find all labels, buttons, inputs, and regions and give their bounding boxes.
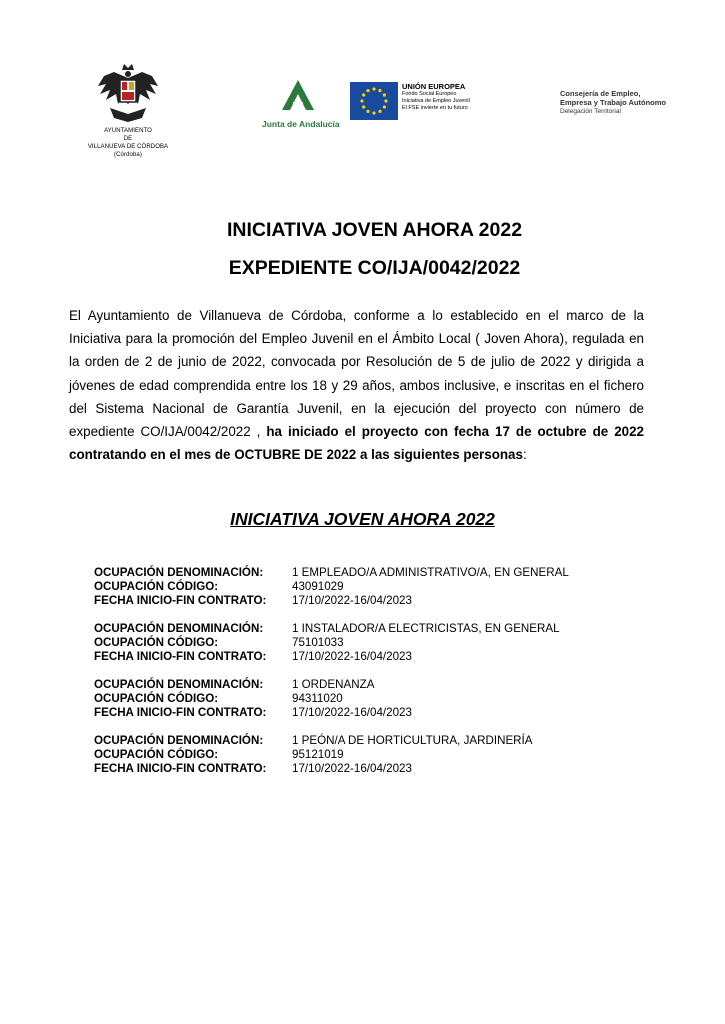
paragraph-text: El Ayuntamiento de Villanueva de Córdoba, conforme a lo establecido en el marco de la Iniciativa para la promoción del Empleo Juvenil en el Ámbito Local ( Joven Ahora), regulada en la orden de 2 de junio de 2022, convocada por Resolución de 5 de julio de 2022 y dirigida a jóvenes de edad comprendida entre los 18 y 29 años, ambos inclusive, e inscritas en el fichero del Sistema Nacional de Garantía Juvenil, en la ejecución del proyecto con número de expediente CO/IJA/0042/2022 , — [69, 308, 644, 440]
job-fecha: 17/10/2022-16/04/2023 — [292, 706, 412, 719]
ayuntamiento-line2: DE — [123, 136, 133, 142]
label-denominacion: OCUPACIÓN DENOMINACIÓN: — [94, 622, 264, 635]
paragraph-bold-text: ha iniciado el proyecto con fecha 17 de octubre de 2022 contratando en el mes de OCTUBRE DE 2022 a las siguientes personas — [69, 424, 644, 463]
job-codigo: 75101033 — [292, 636, 344, 649]
job-entry — [94, 734, 654, 776]
job-denominacion: 1 EMPLEADO/A ADMINISTRATIVO/A, EN GENERAL — [292, 566, 569, 579]
ue-line1: Fondo Social Europeo — [402, 91, 457, 97]
label-denominacion: OCUPACIÓN DENOMINACIÓN: — [94, 566, 264, 579]
label-codigo: OCUPACIÓN CÓDIGO: — [94, 636, 219, 649]
label-codigo: OCUPACIÓN CÓDIGO: — [94, 692, 219, 705]
job-entry — [94, 678, 654, 720]
label-fecha: FECHA INICIO-FIN CONTRATO: — [94, 594, 267, 607]
consejeria-line3: Delegación Territorial — [560, 108, 621, 115]
label-denominacion: OCUPACIÓN DENOMINACIÓN: — [94, 678, 264, 691]
job-codigo: 94311020 — [292, 692, 343, 705]
job-entry — [94, 622, 654, 664]
label-fecha: FECHA INICIO-FIN CONTRATO: — [94, 650, 267, 663]
jobs-list — [94, 566, 654, 790]
ayuntamiento-line4: (Córdoba) — [114, 152, 142, 158]
job-fecha: 17/10/2022-16/04/2023 — [292, 762, 412, 775]
job-fecha: 17/10/2022-16/04/2023 — [292, 594, 412, 607]
ayuntamiento-logo — [78, 64, 178, 158]
job-denominacion: 1 PEÓN/A DE HORTICULTURA, JARDINERÍA — [292, 734, 533, 747]
job-fecha: 17/10/2022-16/04/2023 — [292, 650, 412, 663]
ue-line3: El FSE invierte en tu futuro — [402, 105, 468, 111]
label-fecha: FECHA INICIO-FIN CONTRATO: — [94, 762, 267, 775]
junta-logo-icon — [278, 78, 318, 112]
ayuntamiento-line1: AYUNTAMIENTO — [104, 128, 152, 134]
consejeria-line1: Consejería de Empleo, — [560, 89, 641, 98]
job-denominacion: 1 ORDENANZA — [292, 678, 375, 691]
ue-title: UNIÓN EUROPEA — [402, 82, 466, 91]
job-denominacion: 1 INSTALADOR/A ELECTRICISTAS, EN GENERAL — [292, 622, 560, 635]
consejeria-line2: Empresa y Trabajo Autónomo — [560, 98, 666, 107]
label-fecha: FECHA INICIO-FIN CONTRATO: — [94, 706, 267, 719]
job-codigo: 43091029 — [292, 580, 344, 593]
section-subtitle: INICIATIVA JOVEN AHORA 2022 — [230, 509, 495, 529]
document-title: INICIATIVA JOVEN AHORA 2022 — [226, 219, 523, 241]
junta-label: Junta de Andalucía — [262, 119, 340, 129]
paragraph-end: : — [522, 447, 527, 463]
job-entry — [94, 566, 654, 608]
expediente-title: EXPEDIENTE CO/IJA/0042/2022 — [228, 257, 521, 279]
label-codigo: OCUPACIÓN CÓDIGO: — [94, 580, 219, 593]
eu-flag-icon — [350, 82, 398, 120]
ue-line2: Iniciativa de Empleo Juvenil — [402, 98, 470, 104]
coat-of-arms-icon — [96, 64, 160, 126]
junta-logo — [262, 78, 340, 129]
job-codigo: 95121019 — [292, 748, 344, 761]
consejeria-logo — [560, 89, 666, 116]
label-denominacion: OCUPACIÓN DENOMINACIÓN: — [94, 734, 264, 747]
body-paragraph — [69, 304, 644, 466]
label-codigo: OCUPACIÓN CÓDIGO: — [94, 748, 219, 761]
ayuntamiento-line3: VILLANUEVA DE CÓRDOBA — [87, 144, 169, 150]
ue-logo — [350, 82, 470, 120]
